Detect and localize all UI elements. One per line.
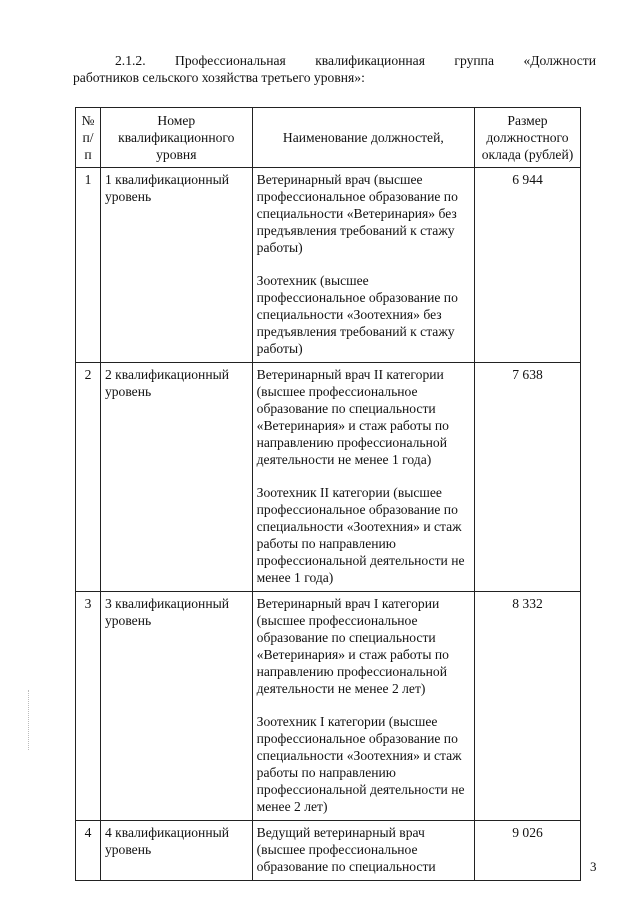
positions-table [75, 107, 581, 881]
position-description: Ветеринарный врач I категории (высшее профессиональное образование по специальности «Ветеринария» и стаж работы по направлению профессиональной деятельности не менее 2 лет) [256, 596, 449, 696]
row-level: 4 квалификационный уровень [100, 821, 252, 881]
scan-margin-mark [28, 690, 30, 750]
row-level: 2 квалификационный уровень [100, 363, 252, 592]
row-salary: 7 638 [475, 363, 581, 592]
header-level: Номер квалификационного уровня [100, 108, 252, 168]
row-level: 1 квалификационный уровень [100, 168, 252, 363]
row-num: 4 [76, 821, 101, 881]
row-salary: 9 026 [475, 821, 581, 881]
position-description: Зоотехник (высшее профессиональное образование по специальности «Зоотехния» без предъявления требований к стажу работы) [256, 273, 458, 356]
header-num: № п/п [76, 108, 101, 168]
row-level: 3 квалификационный уровень [100, 592, 252, 821]
heading-word: группа [454, 53, 494, 68]
row-salary: 8 332 [475, 592, 581, 821]
row-positions [252, 592, 474, 821]
row-salary: 6 944 [475, 168, 581, 363]
position-description: Ветеринарный врач II категории (высшее профессиональное образование по специальности «Ветеринария» и стаж работы по направлению профессиональной деятельности не менее 1 года) [256, 367, 449, 467]
row-num: 2 [76, 363, 101, 592]
header-position: Наименование должностей, [252, 108, 474, 168]
row-num: 1 [76, 168, 101, 363]
position-description: Ветеринарный врач (высшее профессиональное образование по специальности «Ветеринария» без предъявления требований к стажу работы) [256, 172, 458, 255]
heading-line-2: работников сельского хозяйства третьего уровня»: [73, 70, 365, 85]
position-description: Зоотехник I категории (высшее профессиональное образование по специальности «Зоотехния» и стаж работы по направлению профессиональной деятельности не менее 2 лет) [256, 714, 465, 814]
position-description: Ведущий ветеринарный врач (высшее профессиональное образование по специальности [256, 825, 436, 874]
table-row [76, 168, 581, 363]
table-row [76, 363, 581, 592]
section-heading [73, 52, 596, 86]
table-row [76, 821, 581, 881]
row-positions [252, 168, 474, 363]
row-positions [252, 363, 474, 592]
table-header-row [76, 108, 581, 168]
row-num: 3 [76, 592, 101, 821]
table-row [76, 592, 581, 821]
heading-word: Профессиональная [175, 53, 286, 68]
heading-word: «Должности [523, 53, 596, 68]
header-salary: Размер должностного оклада (рублей) [475, 108, 581, 168]
position-description: Зоотехник II категории (высшее профессиональное образование по специальности «Зоотехния» и стаж работы по направлению профессиональной деятельности не менее 1 года) [256, 485, 465, 585]
table-body [76, 168, 581, 881]
page-number: 3 [590, 859, 597, 874]
row-positions [252, 821, 474, 881]
heading-word: 2.1.2. [115, 53, 146, 68]
heading-line-1 [73, 52, 596, 69]
heading-word: квалификационная [315, 53, 425, 68]
